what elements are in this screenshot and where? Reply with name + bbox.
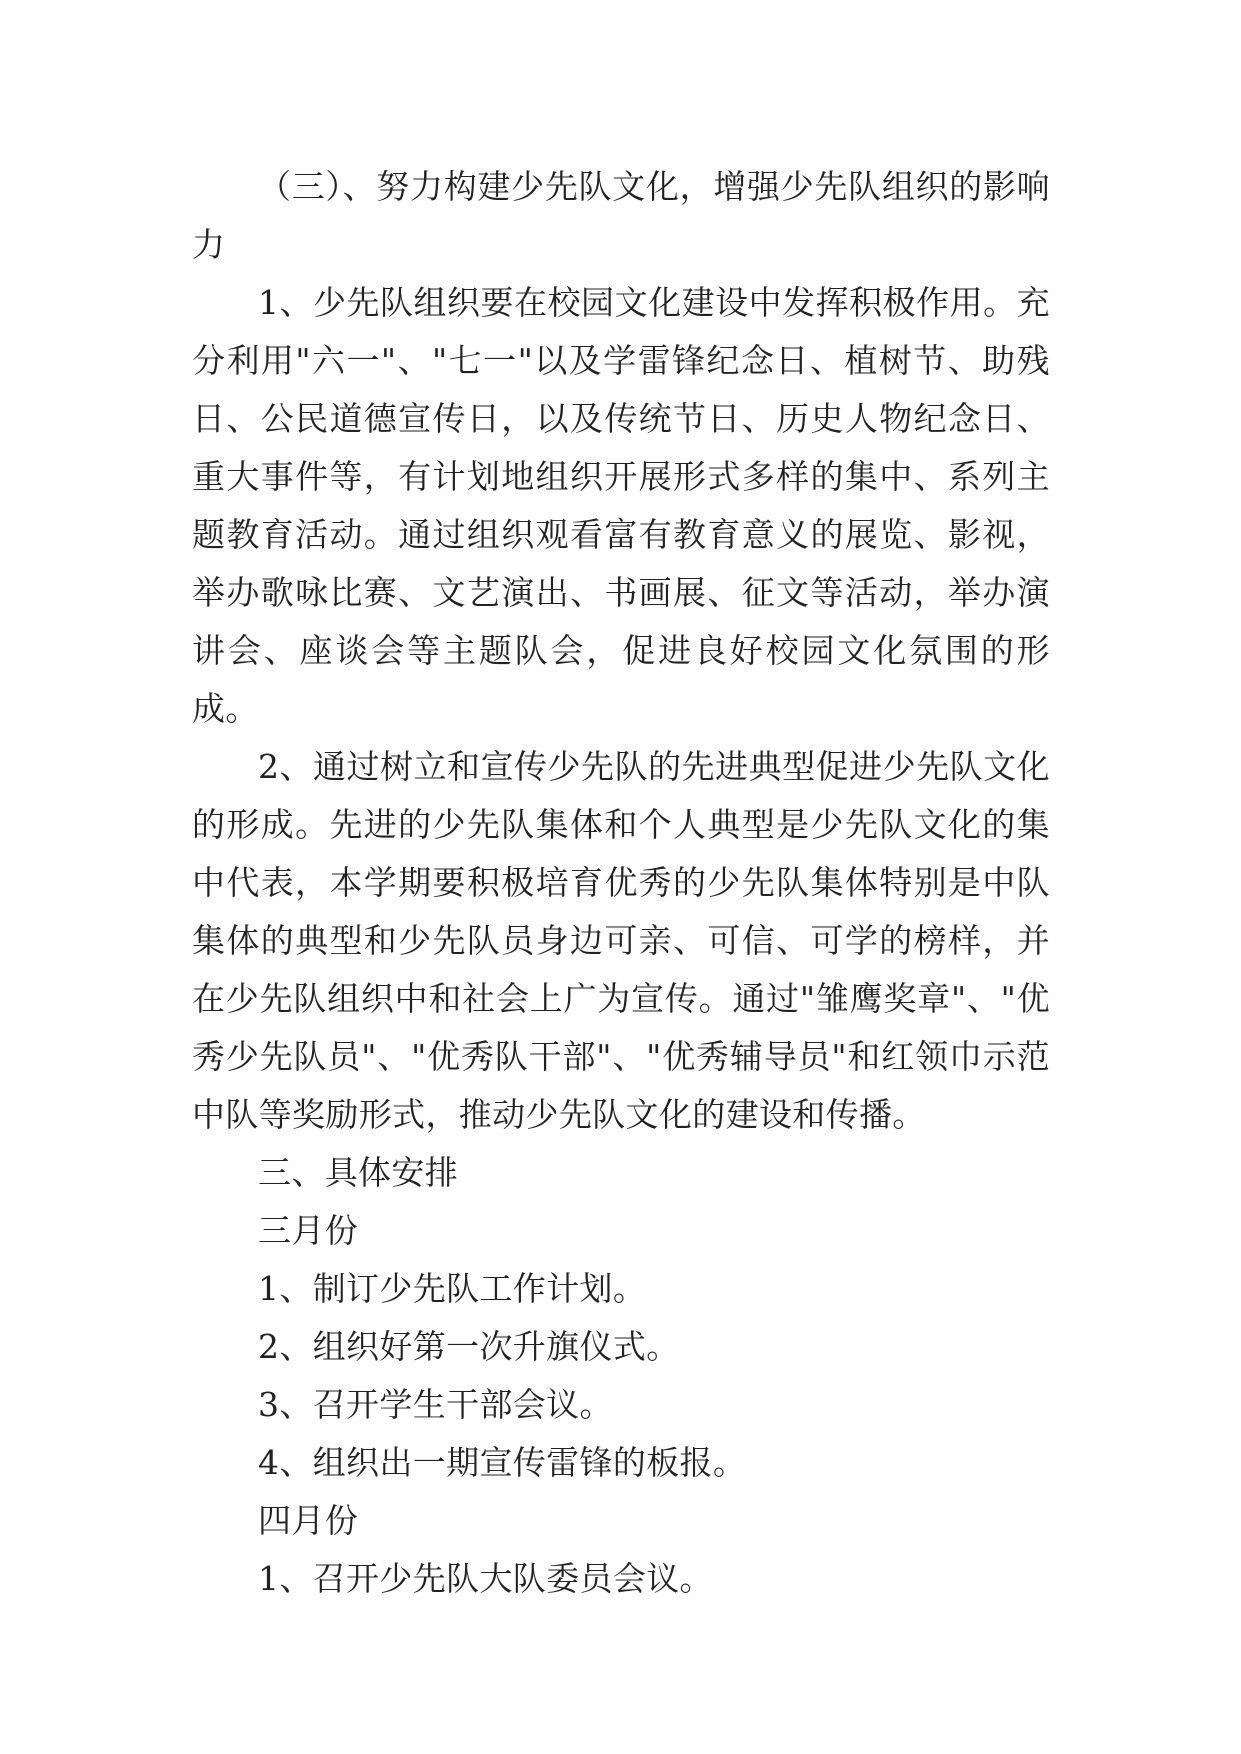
list-item: 2、组织好第一次升旗仪式。: [258, 1327, 680, 1366]
list-item: 3、召开学生干部会议。: [258, 1385, 613, 1424]
month-heading-april: 四月份: [258, 1501, 359, 1540]
paragraph-role-models: 2、通过树立和宣传少先队的先进典型促进少先队文化的形成。先进的少先队集体和个人典型是少先队文化的集中代表，本学期要积极培育优秀的少先队集体特别是中队集体的典型和少先队员身边可亲、可信、可学的榜样，并在少先队组织中和社会上广为宣传。通过"雏鹰奖章"、"优秀少先队员"、"优秀队干部"、"优秀辅导员"和红领巾示范中队等奖励形式，推动少先队文化的建设和传播。: [192, 747, 1050, 1134]
list-item: 4、组织出一期宣传雷锋的板报。: [258, 1443, 747, 1482]
section-heading-culture: （三）、努力构建少先队文化，增强少先队组织的影响力: [192, 167, 1050, 264]
list-item: 1、制订少先队工作计划。: [258, 1269, 647, 1308]
paragraph-campus-culture: 1、少先队组织要在校园文化建设中发挥积极作用。充分利用"六一"、"七一"以及学雷锋纪念日、植树节、助残日、公民道德宣传日，以及传统节日、历史人物纪念日、重大事件等，有计划地组织开展形式多样的集中、系列主题教育活动。通过组织观看富有教育意义的展览、影视，举办歌咏比赛、文艺演出、书画展、征文等活动，举办演讲会、座谈会等主题队会，促进良好校园文化氛围的形成。: [192, 283, 1050, 728]
month-heading-march: 三月份: [258, 1211, 359, 1250]
list-item: 1、召开少先队大队委员会议。: [258, 1559, 713, 1598]
section-heading-schedule: 三、具体安排: [258, 1153, 459, 1192]
document-body: [192, 158, 1050, 1608]
